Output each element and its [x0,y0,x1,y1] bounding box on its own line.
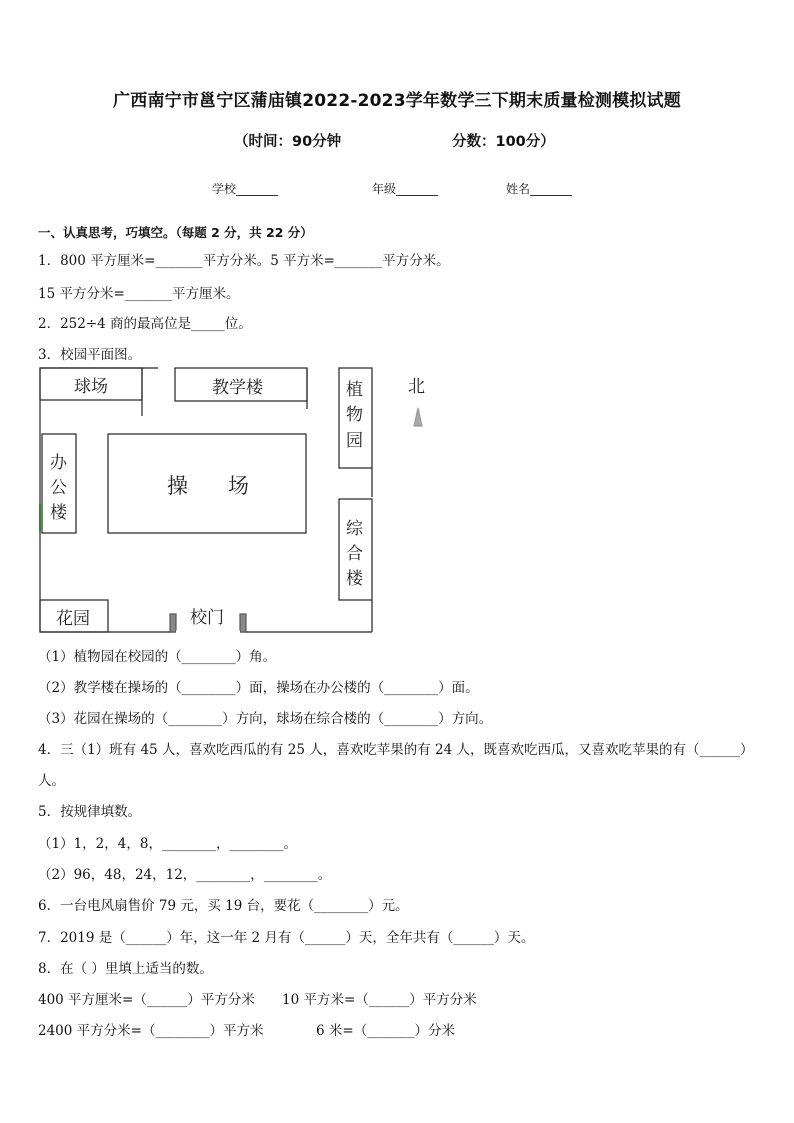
question-6: 6．一台电风扇售价 79 元，买 19 台，要花（________）元。 [38,898,409,914]
label-huayuan: 花园 [56,609,90,629]
question-5-1: （1）1，2，4，8，________，________。 [38,836,297,852]
question-3: 3．校园平面图。 [38,347,142,363]
school-field: 学校_______ [212,182,279,196]
north-arrow-icon [414,408,422,426]
label-north: 北 [408,377,425,397]
question-5: 5．按规律填数。 [38,804,142,820]
label-zonghelou-2: 合 [346,544,363,564]
question-3-1: （1）植物园在校园的（________）角。 [38,649,277,665]
question-3-2: （2）教学楼在操场的（________）面，操场在办公楼的（________）面。 [38,680,479,696]
question-1-line-1: 1．800 平方厘米=_______平方分米。5 平方米=_______平方分米。 [38,253,450,269]
gate-post [240,614,246,632]
question-2: 2．252÷4 商的最高位是_____位。 [38,316,252,332]
question-1-line-2: 15 平方分米=_______平方厘米。 [38,286,240,302]
label-xiaomen: 校门 [190,608,224,628]
question-8-item-2: 10 平方米=（______）平方分米 [282,992,477,1008]
grade-field: 年级_______ [372,182,439,196]
question-8-item-4: 6 米=（_______）分米 [316,1023,455,1039]
label-qiuchang: 球场 [74,377,108,397]
question-8-item-3: 2400 平方分米=（________）平方米 [38,1023,264,1039]
label-bangonglou-1: 办 [50,453,67,473]
page-title: 广西南宁市邕宁区蒲庙镇2022-2023学年数学三下期末质量检测模拟试题 [113,91,681,111]
section-heading: 一、认真思考，巧填空。（每题 2 分，共 22 分） [38,225,313,240]
question-4-line-1: 4．三（1）班有 45 人，喜欢吃西瓜的有 25 人，喜欢吃苹果的有 24 人，既喜欢吃西瓜，又喜欢吃苹果的有（______） [38,742,754,758]
question-8: 8．在（ ）里填上适当的数。 [38,961,213,977]
question-8-item-1: 400 平方厘米=（______）平方分米 [38,992,255,1008]
gate-post [170,614,176,632]
exam-score: 分数：100分） [452,134,555,150]
label-zonghelou-1: 综 [346,519,363,539]
label-jiaoxuelou: 教学楼 [212,378,263,398]
label-caochang: 操 场 [167,474,250,498]
label-bangonglou-3: 楼 [50,503,67,523]
label-zhiwuyuan-2: 物 [346,405,363,425]
label-zhiwuyuan-1: 植 [346,380,363,400]
label-zhiwuyuan-3: 园 [346,431,363,451]
question-4-line-2: 人。 [38,773,65,789]
name-field: 姓名_______ [506,182,573,196]
campus-map [38,364,438,636]
label-zonghelou-3: 楼 [346,569,363,589]
question-5-2: （2）96，48，24，12，________，________。 [38,867,332,883]
label-bangonglou-2: 公 [50,478,67,498]
exam-time: （时间：90分钟 [234,134,342,150]
question-7: 7．2019 是（______）年，这一年 2 月有（______）天，全年共有（______）天。 [38,930,535,946]
question-3-3: （3）花园在操场的（________）方向，球场在综合楼的（________）方向。 [38,711,493,727]
